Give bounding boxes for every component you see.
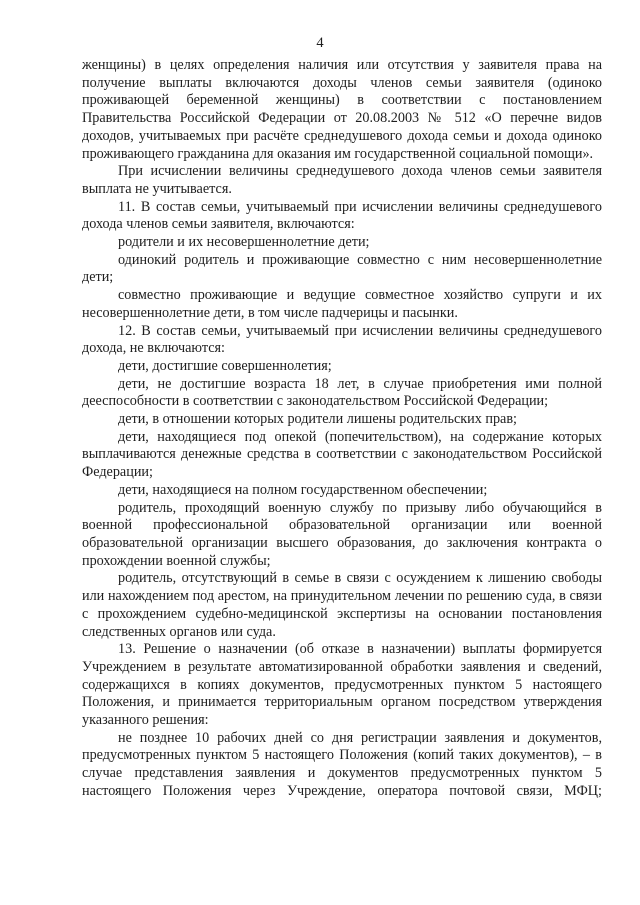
paragraph: родитель, проходящий военную службу по призыву либо обучающийся в военной профессиональной образовательной организации или военной образовательной организации высшего образования, до заключения контракта о прохождении военной службы; <box>82 499 602 569</box>
paragraph: одинокий родитель и проживающие совместно с ним несовершеннолетние дети; <box>82 251 602 286</box>
paragraph: 11. В состав семьи, учитываемый при исчислении величины среднедушевого дохода членов семьи заявителя, включаются: <box>82 198 602 233</box>
paragraph: 13. Решение о назначении (об отказе в назначении) выплаты формируется Учреждением в результате автоматизированной обработки заявления и сведений, содержащихся в копиях документов, предусмотренных пунктом 5 настоящего Положения, и принимается территориальным органом посредством утверждения указанного решения: <box>82 641 602 729</box>
paragraph: не позднее 10 рабочих дней со дня регистрации заявления и документов, предусмотренных пунктом 5 настоящего Положения (копий таких документов), – в случае представления заявления и документов предусмотренных пунктом 5 настоящего Положения через Учреждение, оператора почтовой связи, МФЦ; <box>82 729 602 799</box>
paragraph: дети, в отношении которых родители лишены родительских прав; <box>118 411 517 428</box>
page-number: 4 <box>316 35 324 51</box>
paragraph: дети, достигшие совершеннолетия; <box>118 357 332 374</box>
paragraph: женщины) в целях определения наличия или отсутствия у заявителя права на получение выплаты включаются доходы членов семьи заявителя (одиноко проживающей беременной женщины) в соответствии с постановлением Правительства Российской Федерации от 20.08.2003 № 512 «О перечне видов доходов, учитываемых при расчёте среднедушевого дохода семьи и дохода одиноко проживающего гражданина для оказания им государственной социальной помощи». <box>82 57 602 162</box>
document-body <box>82 57 602 801</box>
paragraph: дети, находящиеся под опекой (попечительством), на содержание которых выплачиваются денежные средства в соответствии с законодательством Российской Федерации; <box>82 428 602 481</box>
paragraph: При исчислении величины среднедушевого дохода членов семьи заявителя выплата не учитывается. <box>82 163 602 197</box>
paragraph: дети, находящиеся на полном государственном обеспечении; <box>118 481 488 498</box>
paragraph: родители и их несовершеннолетние дети; <box>118 234 370 251</box>
paragraph: совместно проживающие и ведущие совместное хозяйство супруги и их несовершеннолетние дети, в том числе падчерицы и пасынки. <box>82 287 602 321</box>
paragraph: 12. В состав семьи, учитываемый при исчислении величины среднедушевого дохода, не включаются: <box>82 322 602 357</box>
paragraph: родитель, отсутствующий в семье в связи с осуждением к лишению свободы или нахождением под арестом, на принудительном лечении по решению суда, в связи с прохождением судебно-медицинской экспертизы на основании постановления следственных органов или суда. <box>82 570 602 640</box>
paragraph: дети, не достигшие возраста 18 лет, в случае приобретения ими полной дееспособности в соответствии с законодательством Российской Федерации; <box>82 375 602 410</box>
